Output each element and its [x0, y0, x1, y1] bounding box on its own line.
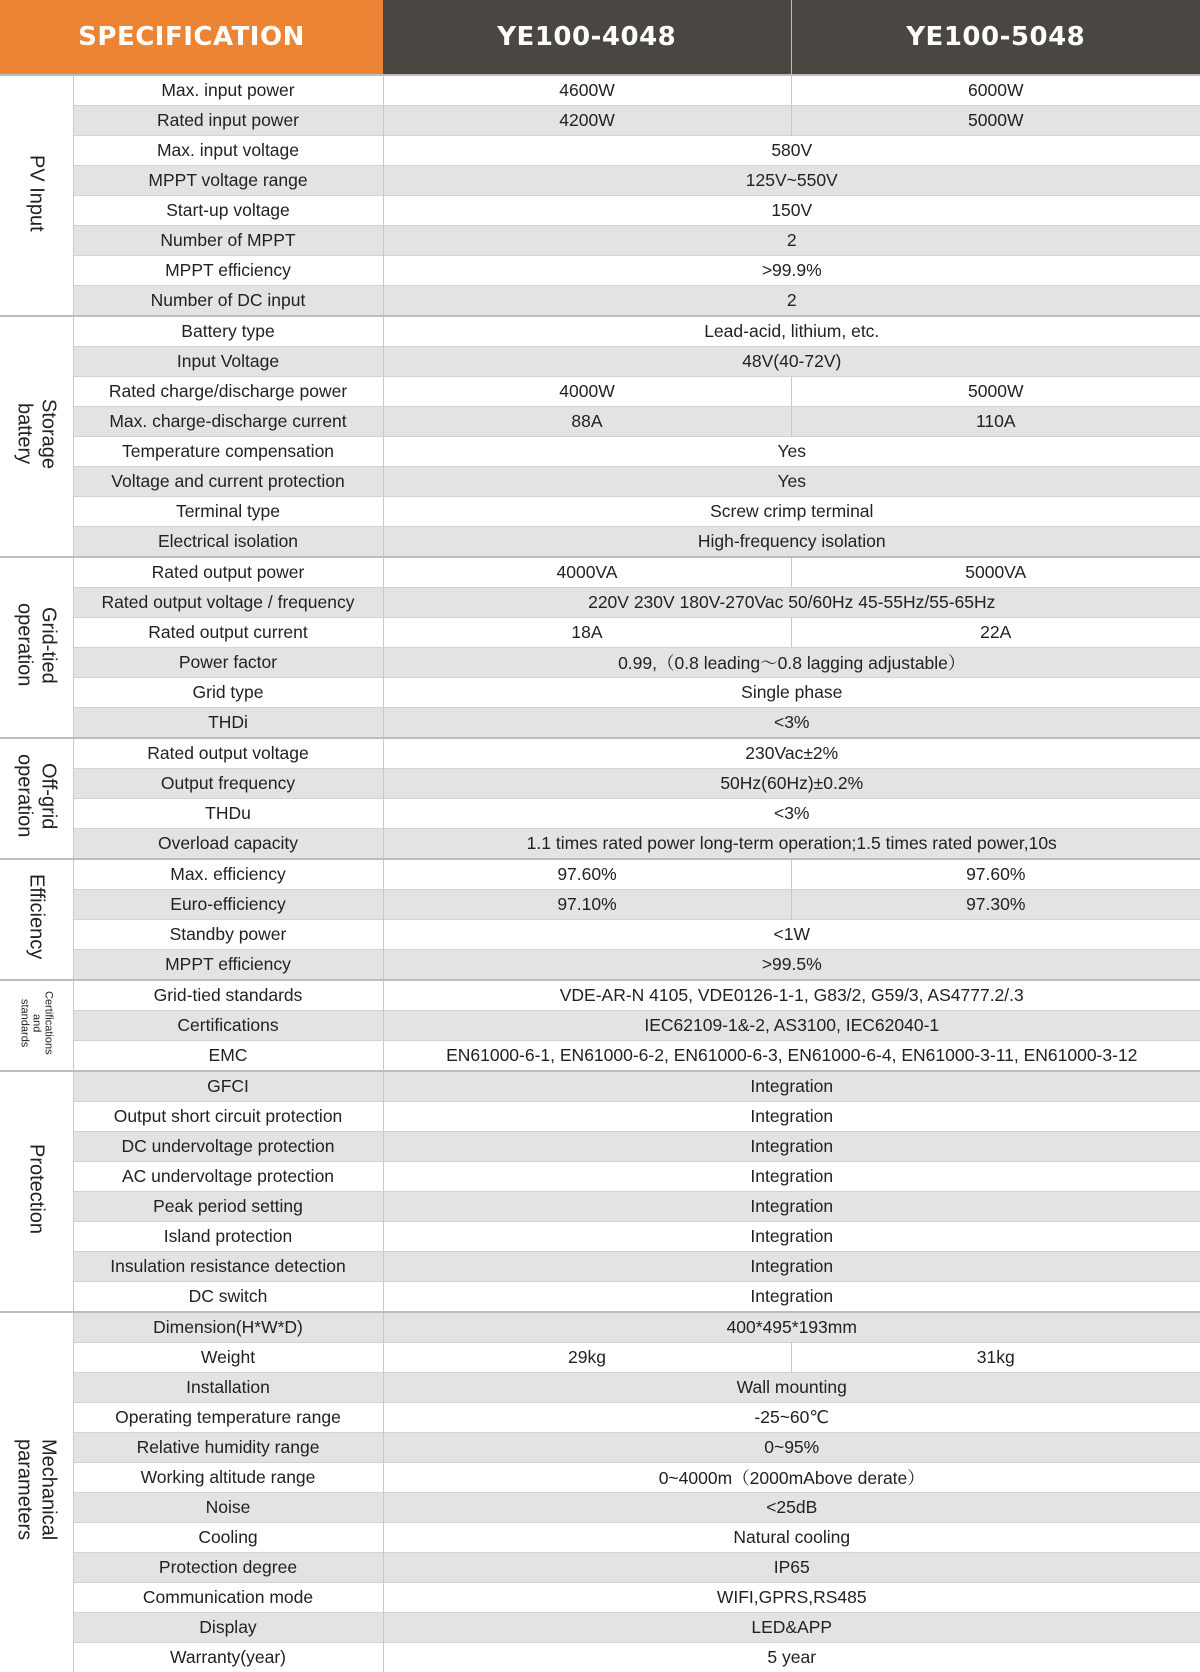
- shared-value: 125V~550V: [383, 166, 1200, 196]
- model-2-value: 110A: [791, 407, 1200, 437]
- parameter-label: Rated output voltage / frequency: [73, 588, 383, 618]
- group-label-line: Certifications: [42, 991, 54, 1055]
- parameter-label: Dimension(H*W*D): [73, 1312, 383, 1343]
- table-row: [0, 196, 1200, 226]
- parameter-label: GFCI: [73, 1071, 383, 1102]
- shared-value: Integration: [383, 1132, 1200, 1162]
- group-label-line: Storage: [36, 399, 60, 469]
- table-row: [0, 1252, 1200, 1282]
- table-row: [0, 769, 1200, 799]
- parameter-label: MPPT voltage range: [73, 166, 383, 196]
- specification-header: SPECIFICATION: [0, 0, 383, 75]
- model-1-value: 97.60%: [383, 859, 791, 890]
- parameter-label: Overload capacity: [73, 829, 383, 860]
- parameter-label: Rated output current: [73, 618, 383, 648]
- table-row: [0, 1312, 1200, 1343]
- parameter-label: THDu: [73, 799, 383, 829]
- parameter-label: Cooling: [73, 1523, 383, 1553]
- shared-value: Yes: [383, 437, 1200, 467]
- parameter-label: Output frequency: [73, 769, 383, 799]
- group-label-line: Grid-tied: [36, 603, 60, 686]
- model-2-value: 5000W: [791, 106, 1200, 136]
- table-row: [0, 1553, 1200, 1583]
- table-row: [0, 1523, 1200, 1553]
- group-label: [12, 754, 60, 837]
- table-row: [0, 920, 1200, 950]
- shared-value: 1.1 times rated power long-term operation;1.5 times rated power,10s: [383, 829, 1200, 860]
- parameter-label: Electrical isolation: [73, 527, 383, 558]
- model-1-value: 4000W: [383, 377, 791, 407]
- shared-value: 0.99,（0.8 leading～0.8 lagging adjustable）: [383, 648, 1200, 678]
- model-1-value: 88A: [383, 407, 791, 437]
- parameter-label: Peak period setting: [73, 1192, 383, 1222]
- table-row: [0, 1493, 1200, 1523]
- group-label-cell: [0, 557, 73, 738]
- shared-value: 50Hz(60Hz)±0.2%: [383, 769, 1200, 799]
- shared-value: Integration: [383, 1162, 1200, 1192]
- table-row: [0, 1373, 1200, 1403]
- table-row: [0, 1162, 1200, 1192]
- model-1-value: 4000VA: [383, 557, 791, 588]
- parameter-label: Input Voltage: [73, 347, 383, 377]
- shared-value: 0~4000m（2000mAbove derate）: [383, 1463, 1200, 1493]
- shared-value: 400*495*193mm: [383, 1312, 1200, 1343]
- table-row: [0, 136, 1200, 166]
- parameter-label: Grid-tied standards: [73, 980, 383, 1011]
- parameter-label: Start-up voltage: [73, 196, 383, 226]
- group-label-line: PV Input: [24, 155, 48, 232]
- table-row: [0, 1132, 1200, 1162]
- parameter-label: DC undervoltage protection: [73, 1132, 383, 1162]
- table-row: [0, 1011, 1200, 1041]
- table-row: [0, 166, 1200, 196]
- model-2-value: 5000VA: [791, 557, 1200, 588]
- parameter-label: Rated charge/discharge power: [73, 377, 383, 407]
- table-row: [0, 437, 1200, 467]
- model-1-value: 4600W: [383, 75, 791, 106]
- group-label-line: operation: [12, 603, 36, 686]
- group-label-cell: [0, 859, 73, 980]
- group-label-line: standards: [18, 991, 30, 1055]
- table-row: [0, 1403, 1200, 1433]
- group-label-line: parameters: [12, 1439, 36, 1540]
- shared-value: 220V 230V 180V-270Vac 50/60Hz 45-55Hz/55-65Hz: [383, 588, 1200, 618]
- model-2-header: YE100-5048: [791, 0, 1200, 75]
- shared-value: Integration: [383, 1252, 1200, 1282]
- group-label: [12, 1439, 60, 1540]
- parameter-label: Display: [73, 1613, 383, 1643]
- table-row: [0, 1433, 1200, 1463]
- parameter-label: Insulation resistance detection: [73, 1252, 383, 1282]
- table-header: [0, 0, 1200, 75]
- table-row: [0, 618, 1200, 648]
- table-row: [0, 1192, 1200, 1222]
- shared-value: High-frequency isolation: [383, 527, 1200, 558]
- parameter-label: Max. input voltage: [73, 136, 383, 166]
- shared-value: -25~60℃: [383, 1403, 1200, 1433]
- model-1-value: 4200W: [383, 106, 791, 136]
- parameter-label: Rated output power: [73, 557, 383, 588]
- table-row: [0, 316, 1200, 347]
- shared-value: >99.9%: [383, 256, 1200, 286]
- group-label: [12, 603, 60, 686]
- shared-value: EN61000-6-1, EN61000-6-2, EN61000-6-3, EN61000-6-4, EN61000-3-11, EN61000-3-12: [383, 1041, 1200, 1072]
- parameter-label: Grid type: [73, 678, 383, 708]
- parameter-label: Standby power: [73, 920, 383, 950]
- parameter-label: DC switch: [73, 1282, 383, 1313]
- group-label-line: Mechanical: [36, 1439, 60, 1540]
- parameter-label: Operating temperature range: [73, 1403, 383, 1433]
- table-row: [0, 106, 1200, 136]
- table-row: [0, 1613, 1200, 1643]
- shared-value: Lead-acid, lithium, etc.: [383, 316, 1200, 347]
- shared-value: 2: [383, 226, 1200, 256]
- group-label-cell: [0, 980, 73, 1071]
- parameter-label: MPPT efficiency: [73, 256, 383, 286]
- table-row: [0, 1071, 1200, 1102]
- parameter-label: Island protection: [73, 1222, 383, 1252]
- parameter-label: Max. efficiency: [73, 859, 383, 890]
- parameter-label: Rated input power: [73, 106, 383, 136]
- shared-value: Integration: [383, 1222, 1200, 1252]
- table-row: [0, 347, 1200, 377]
- shared-value: 580V: [383, 136, 1200, 166]
- table-row: [0, 1583, 1200, 1613]
- parameter-label: Relative humidity range: [73, 1433, 383, 1463]
- shared-value: Integration: [383, 1102, 1200, 1132]
- table-row: [0, 75, 1200, 106]
- model-2-value: 31kg: [791, 1343, 1200, 1373]
- group-label: [24, 155, 48, 232]
- shared-value: <25dB: [383, 1493, 1200, 1523]
- table-row: [0, 738, 1200, 769]
- shared-value: 2: [383, 286, 1200, 317]
- group-label-cell: [0, 1071, 73, 1312]
- parameter-label: EMC: [73, 1041, 383, 1072]
- shared-value: VDE-AR-N 4105, VDE0126-1-1, G83/2, G59/3, AS4777.2/.3: [383, 980, 1200, 1011]
- table-row: [0, 950, 1200, 981]
- shared-value: 5 year: [383, 1643, 1200, 1672]
- group-label: [18, 991, 54, 1055]
- model-2-value: 5000W: [791, 377, 1200, 407]
- table-row: [0, 1463, 1200, 1493]
- table-row: [0, 1222, 1200, 1252]
- table-row: [0, 648, 1200, 678]
- model-1-value: 97.10%: [383, 890, 791, 920]
- parameter-label: Max. input power: [73, 75, 383, 106]
- parameter-label: Battery type: [73, 316, 383, 347]
- table-row: [0, 557, 1200, 588]
- parameter-label: Terminal type: [73, 497, 383, 527]
- table-row: [0, 1282, 1200, 1313]
- shared-value: Yes: [383, 467, 1200, 497]
- shared-value: 150V: [383, 196, 1200, 226]
- table-row: [0, 286, 1200, 317]
- parameter-label: Number of DC input: [73, 286, 383, 317]
- model-1-value: 29kg: [383, 1343, 791, 1373]
- table-row: [0, 678, 1200, 708]
- table-row: [0, 980, 1200, 1011]
- group-label: [24, 1144, 48, 1234]
- parameter-label: Noise: [73, 1493, 383, 1523]
- table-body: [0, 75, 1200, 1672]
- table-row: [0, 1041, 1200, 1072]
- model-2-value: 97.30%: [791, 890, 1200, 920]
- group-label: [24, 874, 48, 959]
- shared-value: Integration: [383, 1192, 1200, 1222]
- table-row: [0, 226, 1200, 256]
- parameter-label: MPPT efficiency: [73, 950, 383, 981]
- parameter-label: Output short circuit protection: [73, 1102, 383, 1132]
- table-row: [0, 497, 1200, 527]
- group-label-line: battery: [12, 399, 36, 469]
- parameter-label: Warranty(year): [73, 1643, 383, 1672]
- group-label-line: operation: [12, 754, 36, 837]
- shared-value: Wall mounting: [383, 1373, 1200, 1403]
- parameter-label: Euro-efficiency: [73, 890, 383, 920]
- parameter-label: Voltage and current protection: [73, 467, 383, 497]
- group-label: [12, 399, 60, 469]
- table-row: [0, 799, 1200, 829]
- parameter-label: Power factor: [73, 648, 383, 678]
- table-row: [0, 859, 1200, 890]
- shared-value: WIFI,GPRS,RS485: [383, 1583, 1200, 1613]
- model-2-value: 22A: [791, 618, 1200, 648]
- group-label-line: Protection: [24, 1144, 48, 1234]
- model-1-value: 18A: [383, 618, 791, 648]
- table-row: [0, 1102, 1200, 1132]
- model-2-value: 97.60%: [791, 859, 1200, 890]
- shared-value: Single phase: [383, 678, 1200, 708]
- parameter-label: Number of MPPT: [73, 226, 383, 256]
- model-1-header: YE100-4048: [383, 0, 791, 75]
- shared-value: 48V(40-72V): [383, 347, 1200, 377]
- group-label-cell: [0, 738, 73, 859]
- shared-value: Natural cooling: [383, 1523, 1200, 1553]
- shared-value: <1W: [383, 920, 1200, 950]
- table-row: [0, 377, 1200, 407]
- parameter-label: Temperature compensation: [73, 437, 383, 467]
- table-row: [0, 256, 1200, 286]
- shared-value: Screw crimp terminal: [383, 497, 1200, 527]
- shared-value: <3%: [383, 799, 1200, 829]
- parameter-label: Rated output voltage: [73, 738, 383, 769]
- parameter-label: Weight: [73, 1343, 383, 1373]
- table-row: [0, 890, 1200, 920]
- shared-value: IEC62109-1&-2, AS3100, IEC62040-1: [383, 1011, 1200, 1041]
- parameter-label: Installation: [73, 1373, 383, 1403]
- model-2-value: 6000W: [791, 75, 1200, 106]
- table-row: [0, 708, 1200, 739]
- parameter-label: Max. charge-discharge current: [73, 407, 383, 437]
- group-label-line: Off-grid: [36, 754, 60, 837]
- parameter-label: THDi: [73, 708, 383, 739]
- table-row: [0, 1343, 1200, 1373]
- table-row: [0, 1643, 1200, 1672]
- group-label-cell: [0, 316, 73, 557]
- shared-value: >99.5%: [383, 950, 1200, 981]
- table-row: [0, 467, 1200, 497]
- shared-value: Integration: [383, 1282, 1200, 1313]
- table-row: [0, 527, 1200, 558]
- group-label-cell: [0, 75, 73, 316]
- group-label-cell: [0, 1312, 73, 1672]
- group-label-line: Efficiency: [24, 874, 48, 959]
- shared-value: 230Vac±2%: [383, 738, 1200, 769]
- table-row: [0, 829, 1200, 860]
- parameter-label: AC undervoltage protection: [73, 1162, 383, 1192]
- parameter-label: Certifications: [73, 1011, 383, 1041]
- table-row: [0, 407, 1200, 437]
- parameter-label: Working altitude range: [73, 1463, 383, 1493]
- shared-value: LED&APP: [383, 1613, 1200, 1643]
- group-label-line: and: [30, 991, 42, 1055]
- table-row: [0, 588, 1200, 618]
- shared-value: Integration: [383, 1071, 1200, 1102]
- shared-value: <3%: [383, 708, 1200, 739]
- shared-value: 0~95%: [383, 1433, 1200, 1463]
- parameter-label: Protection degree: [73, 1553, 383, 1583]
- parameter-label: Communication mode: [73, 1583, 383, 1613]
- shared-value: IP65: [383, 1553, 1200, 1583]
